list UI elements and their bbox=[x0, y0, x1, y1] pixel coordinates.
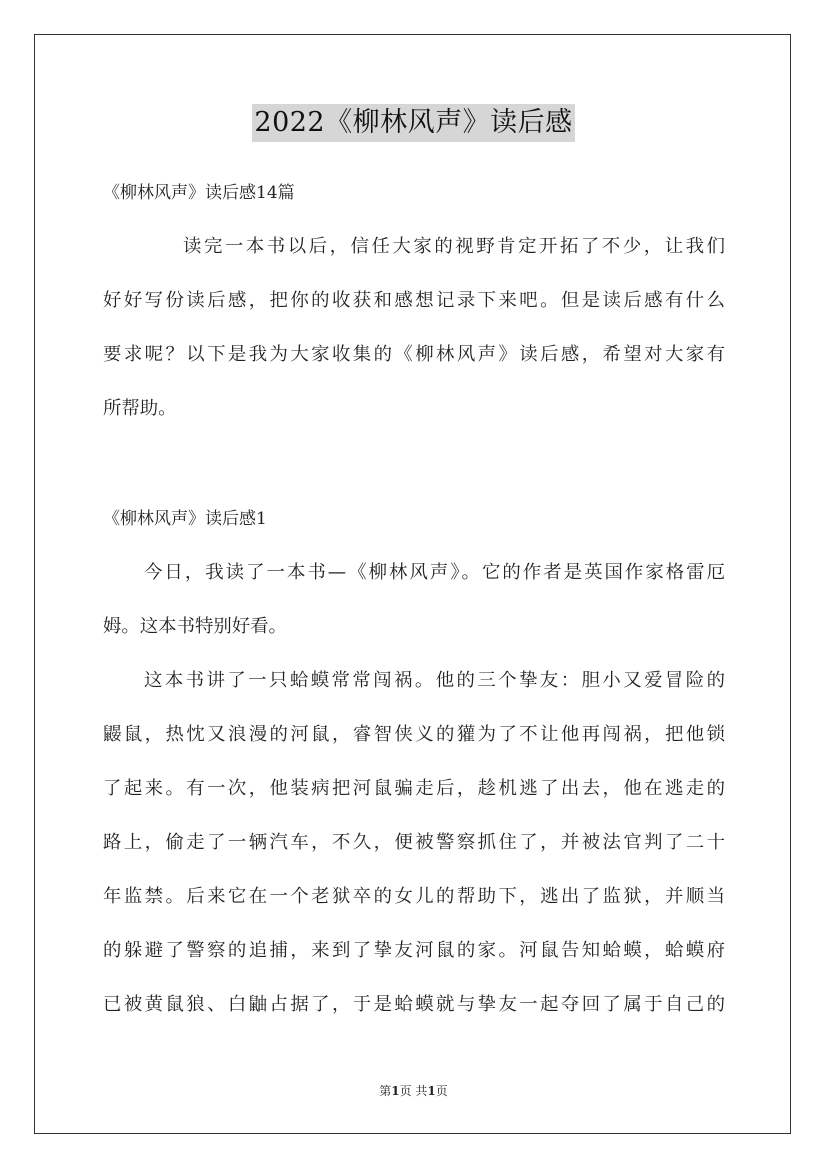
paragraph-line: 年监禁。后来它在一个老狱卒的女儿的帮助下，逃出了监狱，并顺当 bbox=[103, 886, 725, 907]
footer-page-prefix: 第 bbox=[379, 1084, 392, 1098]
footer-total-pages: 1 bbox=[427, 1084, 436, 1098]
intro-line: 好好写份读后感，把你的收获和感想记录下来吧。但是读后感有什么 bbox=[103, 290, 725, 311]
intro-line: 要求呢？以下是我为大家收集的《柳林风声》读后感，希望对大家有 bbox=[103, 344, 725, 365]
intro-line: 所帮助。 bbox=[103, 398, 177, 419]
paragraph-line: 这本书讲了一只蛤蟆常常闯祸。他的三个挚友：胆小又爱冒险的 bbox=[144, 670, 725, 691]
footer-current-page: 1 bbox=[391, 1084, 400, 1098]
document-subtitle: 《柳林风声》读后感14篇 bbox=[103, 183, 295, 203]
footer-page-mid: 页 共 bbox=[399, 1084, 428, 1098]
footer-page-suffix: 页 bbox=[435, 1084, 448, 1098]
paragraph-line: 鼹鼠，热忱又浪漫的河鼠，睿智侠义的獾为了不让他再闯祸，把他锁 bbox=[103, 724, 725, 745]
paragraph-line: 路上，偷走了一辆汽车，不久，便被警察抓住了，并被法官判了二十 bbox=[103, 832, 725, 853]
paragraph-line: 已被黄鼠狼、白鼬占据了，于是蛤蟆就与挚友一起夺回了属于自己的 bbox=[103, 994, 725, 1015]
section-heading: 《柳林风声》读后感1 bbox=[103, 509, 267, 529]
document-title: 2022《柳林风声》读后感 bbox=[252, 104, 574, 142]
page-footer bbox=[0, 1082, 827, 1100]
paragraph-line: 今日，我读了一本书—《柳林风声》。它的作者是英国作家格雷厄 bbox=[144, 562, 725, 583]
intro-line: 读完一本书以后，信任大家的视野肯定开拓了不少，让我们 bbox=[183, 236, 725, 257]
paragraph-line: 姆。这本书特别好看。 bbox=[103, 616, 287, 637]
paragraph-line: 了起来。有一次，他装病把河鼠骗走后，趁机逃了出去，他在逃走的 bbox=[103, 778, 725, 799]
title-container bbox=[0, 104, 827, 142]
paragraph-line: 的躲避了警察的追捕，来到了挚友河鼠的家。河鼠告知蛤蟆，蛤蟆府 bbox=[103, 940, 725, 961]
